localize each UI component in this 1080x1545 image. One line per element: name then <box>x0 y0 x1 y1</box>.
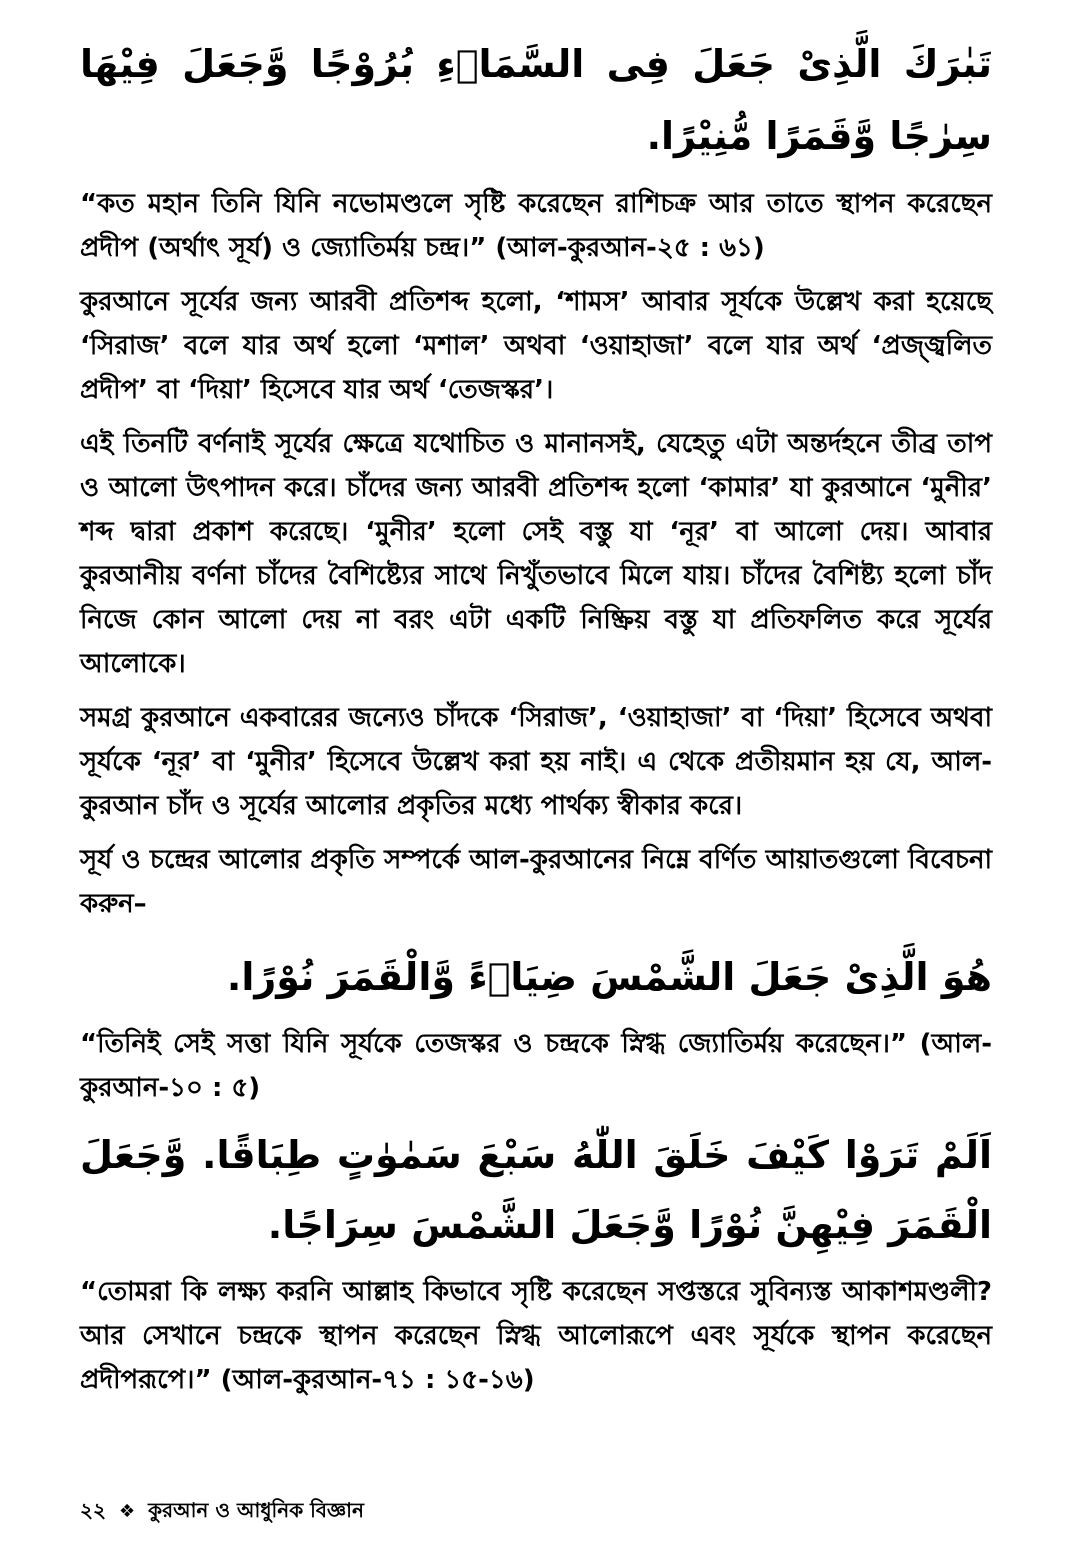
page-body <box>80 28 992 1402</box>
book-title: কুরআন ও আধুনিক বিজ্ঞান <box>148 1498 364 1522</box>
body-paragraph-4: সূর্য ও চন্দ্রের আলোর প্রকৃতি সম্পর্কে আল-কুরআনের নিম্নে বর্ণিত আয়াতগুলো বিবেচনা করুন– <box>80 845 992 919</box>
arabic-verse-1: تَبٰرَكَ الَّذِىْ جَعَلَ فِى السَّمَاۤءِ بُرُوْجًا وَّجَعَلَ فِيْهَا سِرٰجًا وَّقَمَرًا مُّنِيْرًا. <box>80 42 992 158</box>
page-footer <box>80 1496 364 1529</box>
body-paragraph-2: এই তিনটি বর্ণনাই সূর্যের ক্ষেত্রে যথোচিত ও মানানসই, যেহেতু এটা অন্তর্দহনে তীব্র তাপ ও আলো উৎপাদন করে। চাঁদের জন্য আরবী প্রতিশব্দ হলো ‘কামার’ যা কুরআনে ‘মুনীর’ শব্দ দ্বারা প্রকাশ করেছে। ‘মুনীর’ হলো সেই বস্তু যা ‘নূর’ বা আলো দেয়। আবার কুরআনীয় বর্ণনা চাঁদের বৈশিষ্ট্যের সাথে নিখুঁতভাবে মিলে যায়। চাঁদের বৈশিষ্ট্য হলো চাঁদ নিজে কোন আলো দেয় না বরং এটা একটি নিষ্ক্রিয় বস্তু যা প্রতিফলিত করে সূর্যের আলোকে। <box>80 429 992 679</box>
body-paragraph-1: কুরআনে সূর্যের জন্য আরবী প্রতিশব্দ হলো, ‘শামস’ আবার সূর্যকে উল্লেখ করা হয়েছে ‘সিরাজ’ বলে যার অর্থ হলো ‘মশাল’ অথবা ‘ওয়াহাজা’ বলে যার অর্থ ‘প্রজ্জ্বলিত প্রদীপ’ বা ‘দিয়া’ হিসেবে যার অর্থ ‘তেজস্কর’। <box>80 287 992 405</box>
page-number: ২২ <box>80 1498 107 1522</box>
translation-paragraph-2: “তিনিই সেই সত্তা যিনি সূর্যকে তেজস্কর ও চন্দ্রকে স্নিগ্ধ জ্যোতির্ময় করেছেন।” (আল-কুরআন-১০ : ৫) <box>80 1029 992 1103</box>
translation-paragraph-3: “তোমরা কি লক্ষ্য করনি আল্লাহ কিভাবে সৃষ্টি করেছেন সপ্তস্তরে সুবিন্যস্ত আকাশমণ্ডলী? আর সেখানে চন্দ্রকে স্থাপন করেছেন স্নিগ্ধ আলোরূপে এবং সূর্যকে স্থাপন করেছেন প্রদীপরূপে।” (আল-কুরআন-৭১ : ১৫-১৬) <box>80 1277 992 1395</box>
arabic-verse-2: هُوَ الَّذِىْ جَعَلَ الشَّمْسَ ضِيَاۤءً وَّالْقَمَرَ نُوْرًا. <box>226 955 992 999</box>
body-paragraph-3: সমগ্র কুরআনে একবারের জন্যেও চাঁদকে ‘সিরাজ’, ‘ওয়াহাজা’ বা ‘দিয়া’ হিসেবে অথবা সূর্যকে ‘নূর’ বা ‘মুনীর’ হিসেবে উল্লেখ করা হয় নাই। এ থেকে প্রতীয়মান হয় যে, আল-কুরআন চাঁদ ও সূর্যের আলোর প্রকৃতির মধ্যে পার্থক্য স্বীকার করে। <box>80 703 992 821</box>
arabic-verse-3: اَلَمْ تَرَوْا كَيْفَ خَلَقَ اللّٰهُ سَبْعَ سَمٰوٰتٍ طِبَاقًا. وَّجَعَلَ الْقَمَرَ فِيْهِنَّ نُوْرًا وَّجَعَلَ الشَّمْسَ سِرَاجًا. <box>80 1133 992 1247</box>
translation-paragraph-1: “কত মহান তিনি যিনি নভোমণ্ডলে সৃষ্টি করেছেন রাশিচক্র আর তাতে স্থাপন করেছেন প্রদীপ (অর্থাৎ সূর্য) ও জ্যোতির্ময় চন্দ্র।” (আল-কুরআন-২৫ : ৬১) <box>80 189 992 263</box>
ornament-icon: ❖ <box>118 1501 136 1522</box>
